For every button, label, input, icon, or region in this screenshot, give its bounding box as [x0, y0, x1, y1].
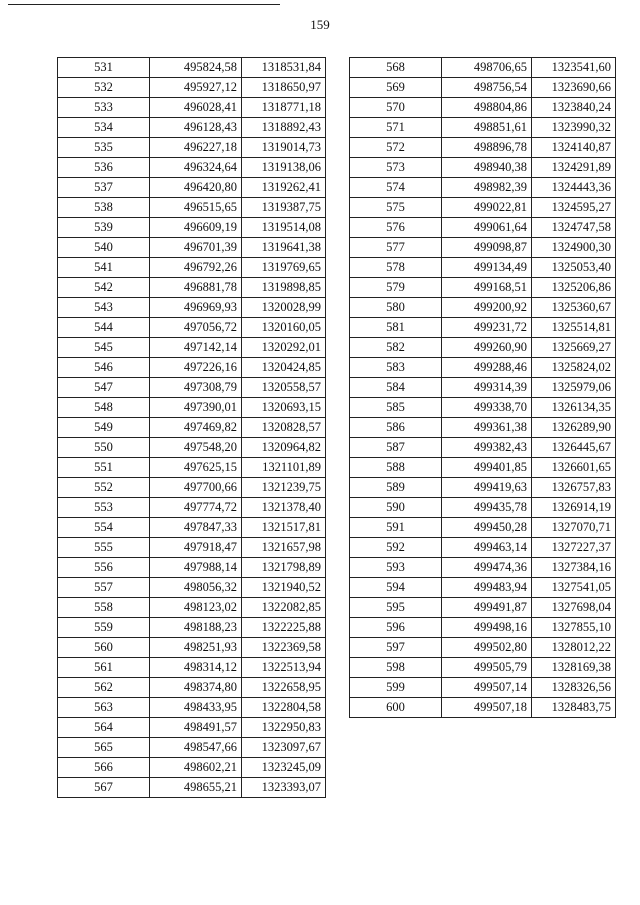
point-number-cell: 554: [58, 518, 150, 538]
point-number-cell: 579: [350, 278, 442, 298]
y-coordinate-cell: 1320828,57: [242, 418, 326, 438]
table-row: [58, 438, 326, 458]
y-coordinate-cell: 1324443,36: [532, 178, 616, 198]
table-row: [58, 98, 326, 118]
x-coordinate-cell: 499168,51: [442, 278, 532, 298]
point-number-cell: 571: [350, 118, 442, 138]
point-number-cell: 588: [350, 458, 442, 478]
point-number-cell: 572: [350, 138, 442, 158]
x-coordinate-cell: 495927,12: [150, 78, 242, 98]
x-coordinate-cell: 497056,72: [150, 318, 242, 338]
x-coordinate-cell: 499401,85: [442, 458, 532, 478]
table-row: [350, 498, 616, 518]
point-number-cell: 576: [350, 218, 442, 238]
x-coordinate-cell: 499382,43: [442, 438, 532, 458]
table-row: [58, 638, 326, 658]
point-number-cell: 562: [58, 678, 150, 698]
point-number-cell: 560: [58, 638, 150, 658]
x-coordinate-cell: 496324,64: [150, 158, 242, 178]
x-coordinate-cell: 496420,80: [150, 178, 242, 198]
y-coordinate-cell: 1321657,98: [242, 538, 326, 558]
y-coordinate-cell: 1323393,07: [242, 778, 326, 798]
y-coordinate-cell: 1327070,71: [532, 518, 616, 538]
point-number-cell: 575: [350, 198, 442, 218]
y-coordinate-cell: 1320964,82: [242, 438, 326, 458]
y-coordinate-cell: 1328326,56: [532, 678, 616, 698]
x-coordinate-cell: 498251,93: [150, 638, 242, 658]
point-number-cell: 581: [350, 318, 442, 338]
point-number-cell: 535: [58, 138, 150, 158]
y-coordinate-cell: 1326445,67: [532, 438, 616, 458]
x-coordinate-cell: 499061,64: [442, 218, 532, 238]
y-coordinate-cell: 1322513,94: [242, 658, 326, 678]
table-row: [58, 58, 326, 78]
y-coordinate-cell: 1319898,85: [242, 278, 326, 298]
point-number-cell: 574: [350, 178, 442, 198]
x-coordinate-cell: 499498,16: [442, 618, 532, 638]
point-number-cell: 594: [350, 578, 442, 598]
y-coordinate-cell: 1321798,89: [242, 558, 326, 578]
x-coordinate-cell: 499338,70: [442, 398, 532, 418]
y-coordinate-cell: 1319769,65: [242, 258, 326, 278]
y-coordinate-cell: 1327541,05: [532, 578, 616, 598]
table-row: [58, 458, 326, 478]
x-coordinate-cell: 496515,65: [150, 198, 242, 218]
table-row: [350, 118, 616, 138]
point-number-cell: 582: [350, 338, 442, 358]
y-coordinate-cell: 1319514,08: [242, 218, 326, 238]
table-row: [350, 398, 616, 418]
y-coordinate-cell: 1325053,40: [532, 258, 616, 278]
point-number-cell: 599: [350, 678, 442, 698]
x-coordinate-cell: 496881,78: [150, 278, 242, 298]
point-number-cell: 553: [58, 498, 150, 518]
point-number-cell: 538: [58, 198, 150, 218]
x-coordinate-cell: 498602,21: [150, 758, 242, 778]
point-number-cell: 600: [350, 698, 442, 718]
table-row: [58, 778, 326, 798]
x-coordinate-cell: 499314,39: [442, 378, 532, 398]
y-coordinate-cell: 1327855,10: [532, 618, 616, 638]
y-coordinate-cell: 1320160,05: [242, 318, 326, 338]
x-coordinate-cell: 497988,14: [150, 558, 242, 578]
y-coordinate-cell: 1324747,58: [532, 218, 616, 238]
point-number-cell: 570: [350, 98, 442, 118]
point-number-cell: 533: [58, 98, 150, 118]
y-coordinate-cell: 1325824,02: [532, 358, 616, 378]
point-number-cell: 587: [350, 438, 442, 458]
x-coordinate-cell: 498123,02: [150, 598, 242, 618]
x-coordinate-cell: 497918,47: [150, 538, 242, 558]
x-coordinate-cell: 498314,12: [150, 658, 242, 678]
table-row: [58, 198, 326, 218]
x-coordinate-cell: 496701,39: [150, 238, 242, 258]
table-row: [58, 578, 326, 598]
table-row: [58, 558, 326, 578]
table-row: [58, 378, 326, 398]
table-row: [350, 558, 616, 578]
x-coordinate-cell: 499361,38: [442, 418, 532, 438]
x-coordinate-cell: 498655,21: [150, 778, 242, 798]
point-number-cell: 556: [58, 558, 150, 578]
y-coordinate-cell: 1327698,04: [532, 598, 616, 618]
y-coordinate-cell: 1320693,15: [242, 398, 326, 418]
y-coordinate-cell: 1322369,58: [242, 638, 326, 658]
point-number-cell: 589: [350, 478, 442, 498]
x-coordinate-cell: 499483,94: [442, 578, 532, 598]
table-row: [350, 618, 616, 638]
point-number-cell: 537: [58, 178, 150, 198]
point-number-cell: 543: [58, 298, 150, 318]
y-coordinate-cell: 1322225,88: [242, 618, 326, 638]
table-row: [350, 598, 616, 618]
y-coordinate-cell: 1324900,30: [532, 238, 616, 258]
table-row: [58, 318, 326, 338]
table-row: [58, 218, 326, 238]
x-coordinate-cell: 499491,87: [442, 598, 532, 618]
y-coordinate-cell: 1326289,90: [532, 418, 616, 438]
point-number-cell: 561: [58, 658, 150, 678]
x-coordinate-cell: 499098,87: [442, 238, 532, 258]
point-number-cell: 545: [58, 338, 150, 358]
x-coordinate-cell: 498756,54: [442, 78, 532, 98]
table-row: [58, 298, 326, 318]
point-number-cell: 534: [58, 118, 150, 138]
x-coordinate-cell: 499022,81: [442, 198, 532, 218]
y-coordinate-cell: 1323097,67: [242, 738, 326, 758]
table-row: [58, 738, 326, 758]
y-coordinate-cell: 1321940,52: [242, 578, 326, 598]
table-row: [350, 138, 616, 158]
y-coordinate-cell: 1328483,75: [532, 698, 616, 718]
table-row: [350, 358, 616, 378]
x-coordinate-cell: 499463,14: [442, 538, 532, 558]
table-row: [350, 318, 616, 338]
y-coordinate-cell: 1319641,38: [242, 238, 326, 258]
y-coordinate-cell: 1323990,32: [532, 118, 616, 138]
point-number-cell: 586: [350, 418, 442, 438]
table-row: [350, 98, 616, 118]
table-row: [58, 278, 326, 298]
x-coordinate-cell: 498374,80: [150, 678, 242, 698]
table-row: [58, 478, 326, 498]
y-coordinate-cell: 1324140,87: [532, 138, 616, 158]
point-number-cell: 580: [350, 298, 442, 318]
table-row: [350, 438, 616, 458]
x-coordinate-cell: 496128,43: [150, 118, 242, 138]
table-row: [58, 338, 326, 358]
table-row: [350, 658, 616, 678]
table-row: [350, 478, 616, 498]
table-row: [350, 578, 616, 598]
y-coordinate-cell: 1323690,66: [532, 78, 616, 98]
y-coordinate-cell: 1328169,38: [532, 658, 616, 678]
y-coordinate-cell: 1323245,09: [242, 758, 326, 778]
point-number-cell: 540: [58, 238, 150, 258]
table-row: [58, 238, 326, 258]
x-coordinate-cell: 498491,57: [150, 718, 242, 738]
y-coordinate-cell: 1326601,65: [532, 458, 616, 478]
y-coordinate-cell: 1319138,06: [242, 158, 326, 178]
y-coordinate-cell: 1324291,89: [532, 158, 616, 178]
point-number-cell: 539: [58, 218, 150, 238]
table-row: [58, 598, 326, 618]
point-number-cell: 542: [58, 278, 150, 298]
point-number-cell: 546: [58, 358, 150, 378]
point-number-cell: 564: [58, 718, 150, 738]
top-rule: [8, 4, 280, 5]
y-coordinate-cell: 1325360,67: [532, 298, 616, 318]
table-row: [58, 158, 326, 178]
point-number-cell: 532: [58, 78, 150, 98]
y-coordinate-cell: 1320028,99: [242, 298, 326, 318]
table-row: [350, 298, 616, 318]
y-coordinate-cell: 1321378,40: [242, 498, 326, 518]
table-row: [58, 758, 326, 778]
point-number-cell: 593: [350, 558, 442, 578]
x-coordinate-cell: 497774,72: [150, 498, 242, 518]
table-row: [350, 638, 616, 658]
y-coordinate-cell: 1325514,81: [532, 318, 616, 338]
table-row: [350, 78, 616, 98]
y-coordinate-cell: 1322950,83: [242, 718, 326, 738]
point-number-cell: 563: [58, 698, 150, 718]
point-number-cell: 595: [350, 598, 442, 618]
x-coordinate-cell: 497625,15: [150, 458, 242, 478]
x-coordinate-cell: 497142,14: [150, 338, 242, 358]
point-number-cell: 544: [58, 318, 150, 338]
x-coordinate-cell: 499435,78: [442, 498, 532, 518]
table-row: [58, 138, 326, 158]
y-coordinate-cell: 1324595,27: [532, 198, 616, 218]
y-coordinate-cell: 1328012,22: [532, 638, 616, 658]
point-number-cell: 555: [58, 538, 150, 558]
y-coordinate-cell: 1319387,75: [242, 198, 326, 218]
table-row: [58, 178, 326, 198]
x-coordinate-cell: 499450,28: [442, 518, 532, 538]
x-coordinate-cell: 498547,66: [150, 738, 242, 758]
table-row: [350, 538, 616, 558]
coordinates-table-left: [57, 57, 326, 798]
y-coordinate-cell: 1321101,89: [242, 458, 326, 478]
point-number-cell: 584: [350, 378, 442, 398]
table-row: [58, 658, 326, 678]
page-number: 159: [310, 17, 330, 32]
y-coordinate-cell: 1325669,27: [532, 338, 616, 358]
point-number-cell: 559: [58, 618, 150, 638]
x-coordinate-cell: 496609,19: [150, 218, 242, 238]
point-number-cell: 583: [350, 358, 442, 378]
table-row: [58, 698, 326, 718]
point-number-cell: 565: [58, 738, 150, 758]
y-coordinate-cell: 1318531,84: [242, 58, 326, 78]
y-coordinate-cell: 1320424,85: [242, 358, 326, 378]
table-row: [350, 238, 616, 258]
x-coordinate-cell: 499505,79: [442, 658, 532, 678]
x-coordinate-cell: 497390,01: [150, 398, 242, 418]
table-row: [350, 338, 616, 358]
point-number-cell: 592: [350, 538, 442, 558]
point-number-cell: 547: [58, 378, 150, 398]
x-coordinate-cell: 499288,46: [442, 358, 532, 378]
point-number-cell: 573: [350, 158, 442, 178]
point-number-cell: 536: [58, 158, 150, 178]
point-number-cell: 566: [58, 758, 150, 778]
table-row: [350, 678, 616, 698]
x-coordinate-cell: 498940,38: [442, 158, 532, 178]
y-coordinate-cell: 1323541,60: [532, 58, 616, 78]
y-coordinate-cell: 1318650,97: [242, 78, 326, 98]
point-number-cell: 551: [58, 458, 150, 478]
table-row: [350, 258, 616, 278]
y-coordinate-cell: 1318892,43: [242, 118, 326, 138]
x-coordinate-cell: 499260,90: [442, 338, 532, 358]
x-coordinate-cell: 497847,33: [150, 518, 242, 538]
point-number-cell: 557: [58, 578, 150, 598]
x-coordinate-cell: 496969,93: [150, 298, 242, 318]
table-row: [58, 358, 326, 378]
x-coordinate-cell: 497700,66: [150, 478, 242, 498]
table-row: [58, 718, 326, 738]
y-coordinate-cell: 1326757,83: [532, 478, 616, 498]
table-row: [350, 698, 616, 718]
table-row: [58, 678, 326, 698]
x-coordinate-cell: 498896,78: [442, 138, 532, 158]
point-number-cell: 597: [350, 638, 442, 658]
table-row: [58, 258, 326, 278]
table-row: [350, 58, 616, 78]
point-number-cell: 558: [58, 598, 150, 618]
table-row: [58, 418, 326, 438]
table-row: [58, 78, 326, 98]
y-coordinate-cell: 1326914,19: [532, 498, 616, 518]
table-row: [58, 618, 326, 638]
x-coordinate-cell: 499502,80: [442, 638, 532, 658]
coordinates-table-right: [349, 57, 616, 718]
x-coordinate-cell: 498982,39: [442, 178, 532, 198]
point-number-cell: 550: [58, 438, 150, 458]
x-coordinate-cell: 499134,49: [442, 258, 532, 278]
y-coordinate-cell: 1327384,16: [532, 558, 616, 578]
point-number-cell: 585: [350, 398, 442, 418]
x-coordinate-cell: 499474,36: [442, 558, 532, 578]
x-coordinate-cell: 499419,63: [442, 478, 532, 498]
table-row: [350, 158, 616, 178]
table-row: [350, 378, 616, 398]
y-coordinate-cell: 1322658,95: [242, 678, 326, 698]
y-coordinate-cell: 1320558,57: [242, 378, 326, 398]
y-coordinate-cell: 1322804,58: [242, 698, 326, 718]
x-coordinate-cell: 497469,82: [150, 418, 242, 438]
x-coordinate-cell: 498804,86: [442, 98, 532, 118]
table-row: [350, 198, 616, 218]
x-coordinate-cell: 498433,95: [150, 698, 242, 718]
y-coordinate-cell: 1327227,37: [532, 538, 616, 558]
table-row: [350, 178, 616, 198]
table-row: [350, 418, 616, 438]
table-row: [58, 398, 326, 418]
table-row: [350, 278, 616, 298]
x-coordinate-cell: 497548,20: [150, 438, 242, 458]
point-number-cell: 548: [58, 398, 150, 418]
y-coordinate-cell: 1321239,75: [242, 478, 326, 498]
point-number-cell: 569: [350, 78, 442, 98]
y-coordinate-cell: 1322082,85: [242, 598, 326, 618]
point-number-cell: 578: [350, 258, 442, 278]
x-coordinate-cell: 499231,72: [442, 318, 532, 338]
x-coordinate-cell: 496792,26: [150, 258, 242, 278]
x-coordinate-cell: 498188,23: [150, 618, 242, 638]
y-coordinate-cell: 1320292,01: [242, 338, 326, 358]
point-number-cell: 577: [350, 238, 442, 258]
y-coordinate-cell: 1321517,81: [242, 518, 326, 538]
point-number-cell: 552: [58, 478, 150, 498]
x-coordinate-cell: 496028,41: [150, 98, 242, 118]
table-row: [58, 518, 326, 538]
x-coordinate-cell: 498056,32: [150, 578, 242, 598]
point-number-cell: 598: [350, 658, 442, 678]
x-coordinate-cell: 496227,18: [150, 138, 242, 158]
table-row: [350, 458, 616, 478]
y-coordinate-cell: 1325979,06: [532, 378, 616, 398]
point-number-cell: 531: [58, 58, 150, 78]
point-number-cell: 591: [350, 518, 442, 538]
x-coordinate-cell: 495824,58: [150, 58, 242, 78]
x-coordinate-cell: 498851,61: [442, 118, 532, 138]
x-coordinate-cell: 497308,79: [150, 378, 242, 398]
x-coordinate-cell: 499507,14: [442, 678, 532, 698]
y-coordinate-cell: 1318771,18: [242, 98, 326, 118]
point-number-cell: 568: [350, 58, 442, 78]
y-coordinate-cell: 1325206,86: [532, 278, 616, 298]
x-coordinate-cell: 498706,65: [442, 58, 532, 78]
y-coordinate-cell: 1323840,24: [532, 98, 616, 118]
table-row: [58, 118, 326, 138]
table-row: [58, 498, 326, 518]
y-coordinate-cell: 1319262,41: [242, 178, 326, 198]
y-coordinate-cell: 1326134,35: [532, 398, 616, 418]
point-number-cell: 596: [350, 618, 442, 638]
point-number-cell: 549: [58, 418, 150, 438]
point-number-cell: 567: [58, 778, 150, 798]
y-coordinate-cell: 1319014,73: [242, 138, 326, 158]
table-row: [350, 218, 616, 238]
point-number-cell: 541: [58, 258, 150, 278]
table-row: [350, 518, 616, 538]
table-row: [58, 538, 326, 558]
x-coordinate-cell: 497226,16: [150, 358, 242, 378]
x-coordinate-cell: 499200,92: [442, 298, 532, 318]
x-coordinate-cell: 499507,18: [442, 698, 532, 718]
point-number-cell: 590: [350, 498, 442, 518]
